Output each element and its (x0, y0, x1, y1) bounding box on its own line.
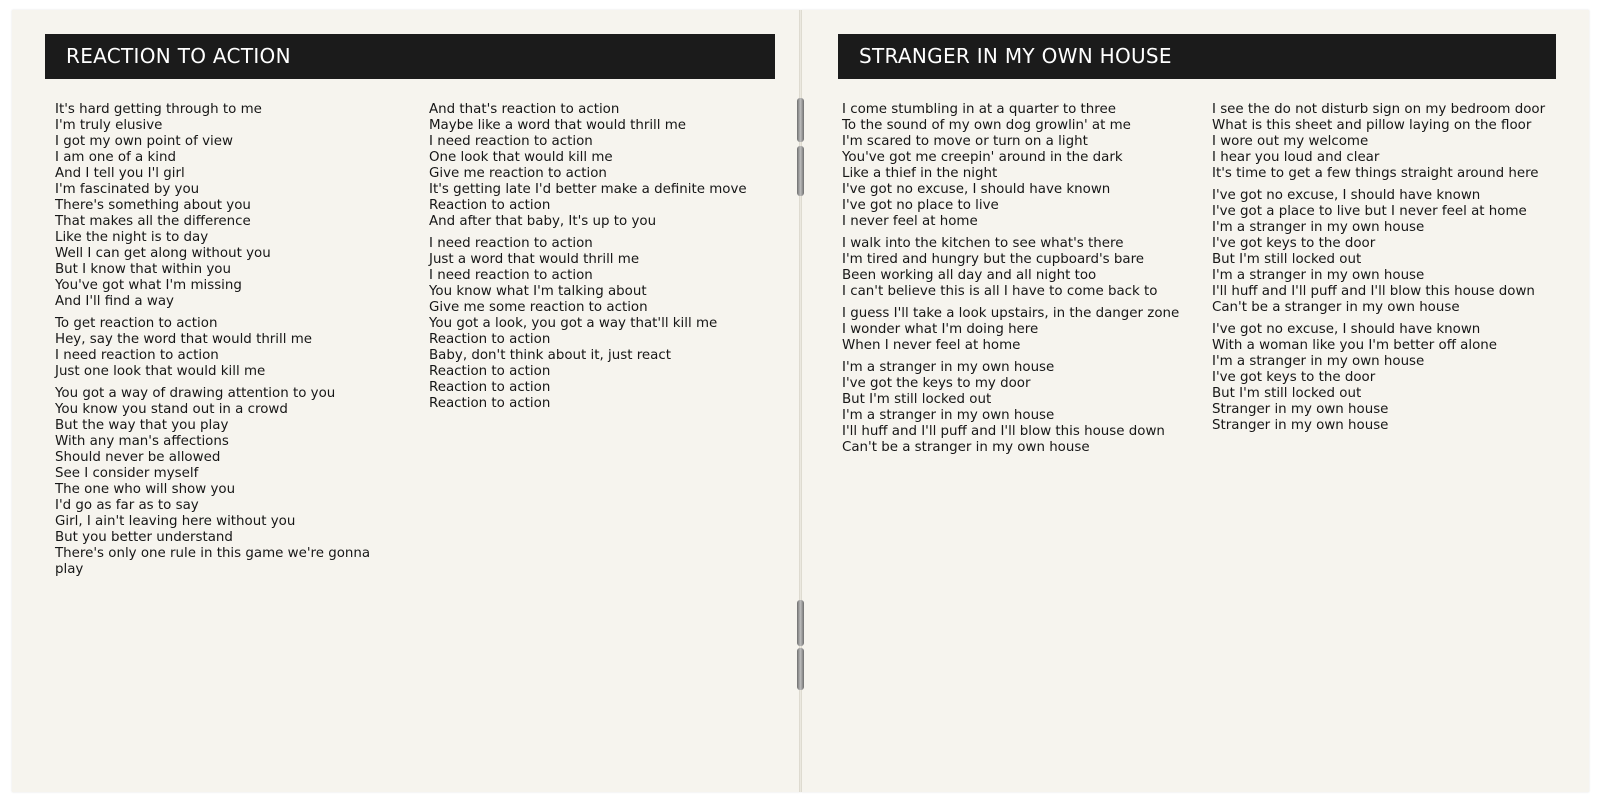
lyrics-column (1212, 102, 1582, 440)
staple (797, 98, 804, 142)
lyric-line: Just a word that would thrill me (429, 252, 640, 267)
lyric-line: There's something about you (55, 198, 251, 213)
lyric-line: When I never feel at home (842, 338, 1021, 353)
lyric-line: Reaction to action (429, 332, 551, 347)
lyric-line: I'd go as far as to say (55, 498, 199, 513)
lyric-line: I've got no excuse, I should have known (1212, 188, 1481, 203)
lyrics-stanza (1212, 102, 1582, 182)
lyric-line: You know what I'm talking about (429, 284, 647, 299)
lyric-line: I've got no excuse, I should have known (842, 182, 1111, 197)
lyric-line: I'm a stranger in my own house (1212, 268, 1425, 283)
lyrics-stanza (842, 236, 1187, 300)
lyric-line: I've got keys to the door (1212, 236, 1376, 251)
lyric-line: But I'm still locked out (1212, 252, 1362, 267)
lyric-line: I need reaction to action (429, 268, 593, 283)
lyrics-column (842, 102, 1187, 462)
lyrics-column (429, 102, 789, 418)
lyric-line: I guess I'll take a look upstairs, in the danger zone (842, 306, 1180, 321)
lyric-line: I come stumbling in at a quarter to three (842, 102, 1116, 117)
lyrics-stanza (1212, 322, 1582, 434)
lyric-line: Well I can get along without you (55, 246, 271, 261)
left-page (12, 10, 801, 792)
lyric-line: That makes all the difference (55, 214, 251, 229)
lyric-line: Reaction to action (429, 198, 551, 213)
song-title-reaction-to-action: REACTION TO ACTION (45, 34, 775, 79)
lyric-line: Reaction to action (429, 396, 551, 411)
lyrics-stanza (842, 306, 1187, 354)
lyric-line: To get reaction to action (55, 316, 218, 331)
lyric-line: One look that would kill me (429, 150, 613, 165)
lyric-line: See I consider myself (55, 466, 199, 481)
lyric-line: I need reaction to action (429, 236, 593, 251)
lyric-line: Been working all day and all night too (842, 268, 1097, 283)
lyric-line: Reaction to action (429, 380, 551, 395)
lyrics-stanza (55, 316, 385, 380)
lyric-line: Hey, say the word that would thrill me (55, 332, 313, 347)
lyric-line: You know you stand out in a crowd (55, 402, 288, 417)
lyric-line: I've got no place to live (842, 198, 999, 213)
lyric-line: You've got me creepin' around in the dark (842, 150, 1123, 165)
lyric-line: It's hard getting through to me (55, 102, 262, 117)
lyric-line: It's time to get a few things straight around here (1212, 166, 1539, 181)
lyric-line: Stranger in my own house (1212, 418, 1389, 433)
lyric-line: I see the do not disturb sign on my bedroom door (1212, 102, 1546, 117)
lyric-line: It's getting late I'd better make a definite move (429, 182, 747, 197)
lyric-line: I've got keys to the door (1212, 370, 1376, 385)
lyrics-stanza (842, 102, 1187, 230)
lyric-line: Reaction to action (429, 364, 551, 379)
lyric-line: And that's reaction to action (429, 102, 620, 117)
lyric-line: But I'm still locked out (1212, 386, 1362, 401)
lyric-line: Just one look that would kill me (55, 364, 266, 379)
lyric-line: I've got a place to live but I never feel at home (1212, 204, 1527, 219)
staple (797, 146, 804, 196)
lyrics-stanza (429, 102, 789, 230)
lyric-line: I'm a stranger in my own house (1212, 354, 1425, 369)
lyric-line: I never feel at home (842, 214, 978, 229)
lyric-line: You got a look, you got a way that'll kill me (429, 316, 718, 331)
lyric-line: I am one of a kind (55, 150, 176, 165)
lyrics-column (55, 102, 385, 584)
lyric-line: I hear you loud and clear (1212, 150, 1380, 165)
lyric-line: I'm tired and hungry but the cupboard's bare (842, 252, 1145, 267)
lyric-line: Baby, don't think about it, just react (429, 348, 671, 363)
lyric-line: I can't believe this is all I have to come back to (842, 284, 1158, 299)
lyric-line: I'm fascinated by you (55, 182, 200, 197)
staple (797, 600, 804, 646)
lyric-line: I walk into the kitchen to see what's there (842, 236, 1124, 251)
lyric-line: You've got what I'm missing (55, 278, 242, 293)
lyric-line: I'm truly elusive (55, 118, 163, 133)
lyric-line: Like a thief in the night (842, 166, 998, 181)
lyric-line: Like the night is to day (55, 230, 209, 245)
lyric-line: I got my own point of view (55, 134, 233, 149)
lyrics-stanza (842, 360, 1187, 456)
lyric-line: I'm a stranger in my own house (1212, 220, 1425, 235)
lyric-line: And after that baby, It's up to you (429, 214, 657, 229)
lyric-line: I wore out my welcome (1212, 134, 1369, 149)
lyric-line: I'm scared to move or turn on a light (842, 134, 1088, 149)
lyric-line: You got a way of drawing attention to you (55, 386, 336, 401)
lyric-line: To the sound of my own dog growlin' at me (842, 118, 1131, 133)
lyric-line: I need reaction to action (55, 348, 219, 363)
lyric-line: I wonder what I'm doing here (842, 322, 1039, 337)
lyric-line: Girl, I ain't leaving here without you (55, 514, 296, 529)
lyric-line: What is this sheet and pillow laying on the floor (1212, 118, 1532, 133)
lyric-line: Give me some reaction to action (429, 300, 648, 315)
lyric-line: Can't be a stranger in my own house (842, 440, 1090, 455)
lyric-line: I'll huff and I'll puff and I'll blow this house down (1212, 284, 1535, 299)
lyric-line: Stranger in my own house (1212, 402, 1389, 417)
lyric-line: With any man's affections (55, 434, 229, 449)
lyric-line: Can't be a stranger in my own house (1212, 300, 1460, 315)
lyric-line: I need reaction to action (429, 134, 593, 149)
lyric-line: Should never be allowed (55, 450, 221, 465)
lyric-line: I've got no excuse, I should have known (1212, 322, 1481, 337)
lyric-line: I'll huff and I'll puff and I'll blow this house down (842, 424, 1165, 439)
lyric-line: With a woman like you I'm better off alone (1212, 338, 1498, 353)
lyrics-stanza (1212, 188, 1582, 316)
lyric-line: But the way that you play (55, 418, 229, 433)
lyric-line: I'm a stranger in my own house (842, 360, 1055, 375)
lyric-line: I've got the keys to my door (842, 376, 1031, 391)
lyric-line: I'm a stranger in my own house (842, 408, 1055, 423)
lyric-line: Give me reaction to action (429, 166, 607, 181)
song-title-stranger-in-my-own-house: STRANGER IN MY OWN HOUSE (838, 34, 1556, 79)
lyric-line: But you better understand (55, 530, 233, 545)
lyric-line: But I know that within you (55, 262, 231, 277)
right-page (801, 10, 1589, 792)
lyrics-stanza (429, 236, 789, 412)
lyrics-stanza (55, 386, 385, 578)
lyric-line: The one who will show you (55, 482, 236, 497)
lyric-line: There's only one rule in this game we're gonna play (55, 546, 371, 577)
staple (797, 648, 804, 690)
lyric-line: And I tell you I'l girl (55, 166, 185, 181)
lyric-line: Maybe like a word that would thrill me (429, 118, 687, 133)
lyrics-stanza (55, 102, 385, 310)
lyric-line: But I'm still locked out (842, 392, 992, 407)
lyric-line: And I'll find a way (55, 294, 174, 309)
